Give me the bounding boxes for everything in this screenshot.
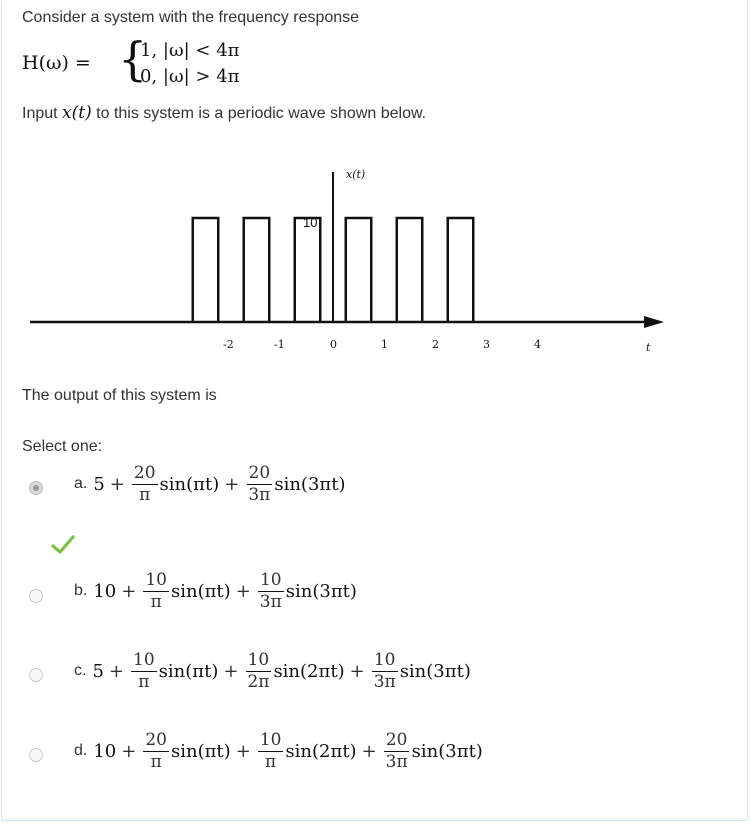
option-b[interactable]: b. 10 + $\frac{10}{\pi}$ sin(πt) + $\frac{10}{3\pi}$ sin(3πt) [74, 570, 357, 612]
fraction [131, 651, 157, 691]
t-axis-label: t [646, 341, 651, 354]
hw-case-1: 1, |ω| < 4π [140, 40, 240, 61]
frac-den: π [139, 484, 151, 505]
fraction [245, 651, 271, 691]
hw-case-2: 0, |ω| > 4π [140, 66, 240, 87]
tick-label: 2 [432, 338, 439, 351]
frac-den: π [265, 751, 277, 772]
option-c[interactable]: c. 5 + $\frac{10}{\pi}$ sin(πt) + $\frac{10}{2\pi}$ sin(2πt) + $\frac{10}{3\pi}$ sin(3πt) [74, 650, 471, 692]
option-c-radio[interactable] [29, 668, 43, 682]
frac-den: π [150, 751, 162, 772]
pulse-3 [295, 218, 321, 322]
option-letter: d. [74, 742, 88, 760]
term-fn: sin(3πt) [411, 740, 483, 762]
tick-label: 4 [534, 338, 541, 351]
option-letter: c. [74, 662, 87, 680]
fraction [372, 651, 398, 691]
frac-num: 10 [145, 570, 167, 590]
term-fn: sin(3πt) [274, 473, 346, 495]
option-constant: 5 [93, 473, 105, 495]
frac-num: 10 [133, 650, 155, 670]
frac-den: 3π [248, 484, 271, 505]
input-var: x(t) [62, 103, 92, 123]
fraction [132, 464, 158, 504]
frac-num: 10 [373, 650, 396, 670]
option-constant: 10 [93, 740, 117, 762]
option-a[interactable]: a. 5 + $\frac{20}{\pi}$ sin(πt) + $\frac{20}{3\pi}$ sin(3πt) [74, 463, 346, 505]
pulse-1 [193, 218, 219, 322]
frac-den: π [150, 591, 162, 612]
option-d[interactable]: d. 10 + $\frac{20}{\pi}$ sin(πt) + $\frac{10}{\pi}$ sin(2πt) + $\frac{20}{3\pi}$ sin(3πt) [74, 730, 483, 772]
option-letter: a. [74, 475, 88, 493]
term-fn: sin(πt) [159, 473, 220, 495]
frac-num: 10 [247, 650, 270, 670]
fraction [384, 731, 410, 771]
input-prefix: Input [22, 105, 63, 122]
tick-label: 3 [483, 338, 490, 351]
tick-label: -2 [223, 338, 234, 351]
term-fn: sin(πt) [158, 660, 219, 682]
select-one-label: Select one: [22, 438, 103, 455]
option-constant: 10 [93, 580, 117, 602]
fraction [246, 464, 272, 504]
pulse-4 [346, 218, 372, 322]
t-axis-arrow [644, 316, 664, 328]
option-a-radio[interactable] [29, 481, 43, 495]
option-constant: 5 [92, 660, 104, 682]
pulse-2 [244, 218, 270, 322]
frac-den: 2π [247, 671, 270, 692]
output-text: The output of this system is [22, 387, 217, 404]
checkmark-icon [50, 534, 76, 556]
fraction [258, 571, 284, 611]
y-axis-label: x(t) [346, 168, 366, 181]
option-d-radio[interactable] [29, 748, 43, 762]
frac-den: 3π [259, 591, 282, 612]
amplitude-label: 10 [303, 215, 318, 230]
brace: { [118, 32, 148, 86]
pulse-5 [397, 218, 423, 322]
frac-num: 10 [259, 570, 282, 590]
term-fn: sin(2πt) [285, 740, 357, 762]
tick-label: 0 [330, 338, 337, 351]
option-letter: b. [74, 582, 88, 600]
term-fn: sin(πt) [170, 580, 231, 602]
frac-den: 3π [385, 751, 408, 772]
frac-num: 10 [259, 730, 282, 750]
option-b-radio[interactable] [29, 589, 43, 603]
fraction [143, 571, 169, 611]
tick-label: 1 [381, 338, 388, 351]
frac-num: 20 [133, 463, 156, 483]
periodic-wave-plot [0, 0, 751, 400]
term-fn: sin(3πt) [399, 660, 471, 682]
input-suffix: to this system is a periodic wave shown below. [91, 105, 427, 122]
question-intro: Consider a system with the frequency response [22, 9, 360, 26]
term-fn: sin(3πt) [285, 580, 357, 602]
hw-lhs: H(ω) = [22, 52, 91, 74]
fraction [258, 731, 284, 771]
frac-den: 3π [373, 671, 396, 692]
frac-den: π [138, 671, 150, 692]
fraction [143, 731, 169, 771]
term-fn: sin(2πt) [273, 660, 345, 682]
frac-num: 20 [385, 730, 408, 750]
frac-num: 20 [145, 730, 167, 750]
frac-num: 20 [248, 463, 271, 483]
tick-label: -1 [274, 338, 285, 351]
term-fn: sin(πt) [170, 740, 231, 762]
pulse-6 [448, 218, 474, 322]
